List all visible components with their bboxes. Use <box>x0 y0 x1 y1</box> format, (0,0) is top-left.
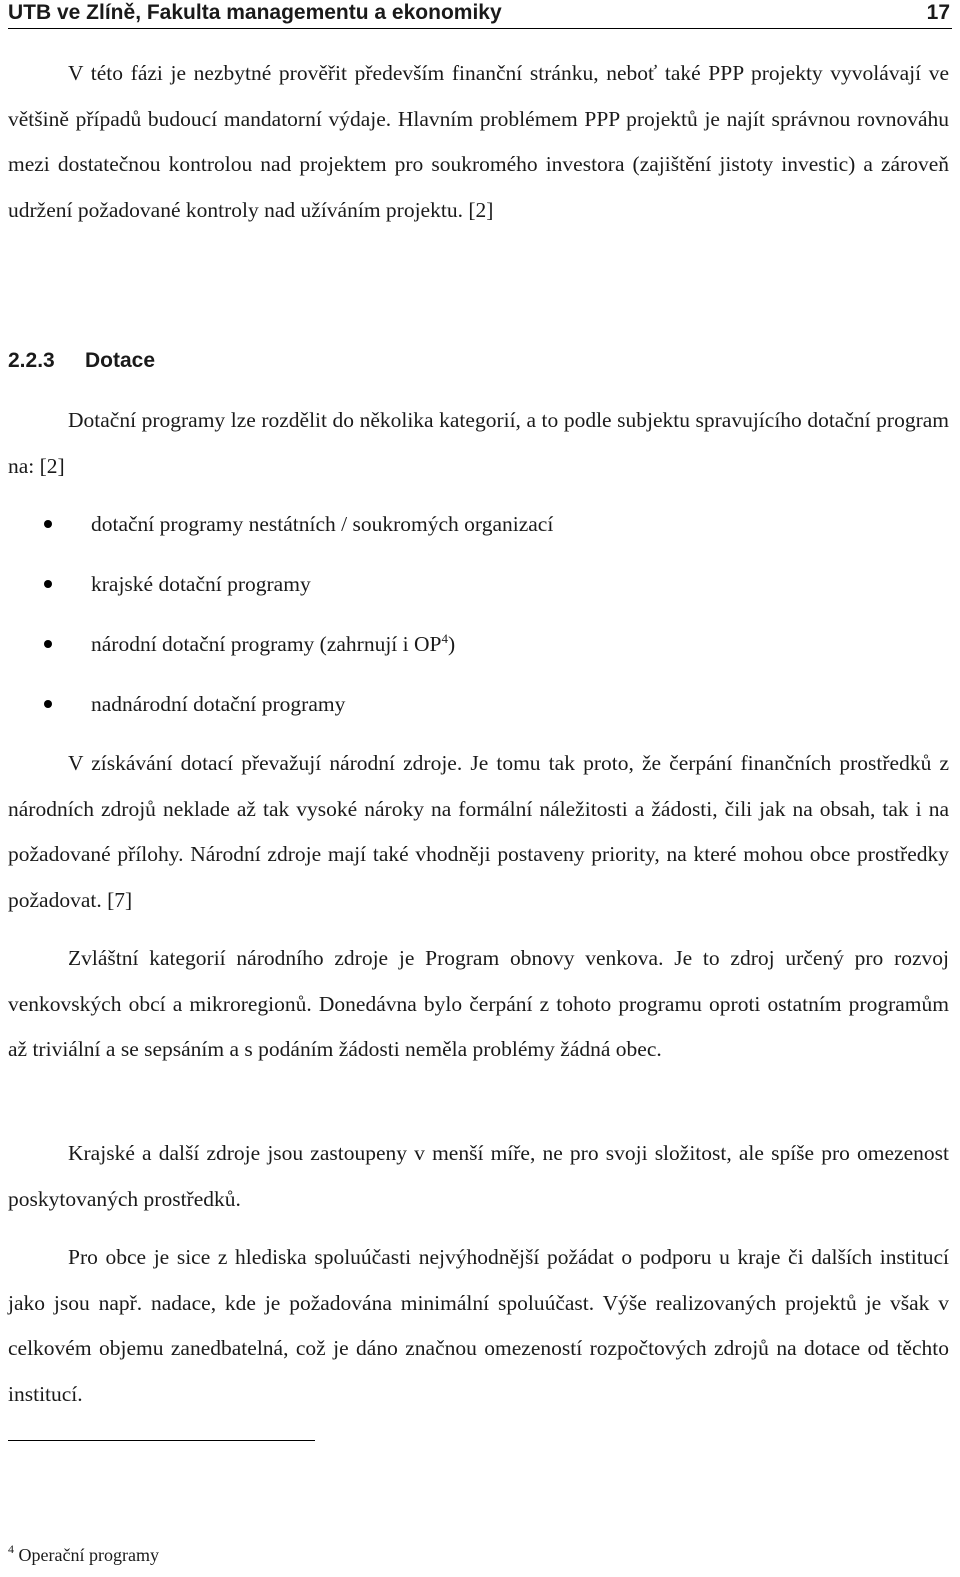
page-number: 17 <box>926 1 950 24</box>
paragraph-program-obnovy: Zvláštní kategorií národního zdroje je Program obnovy venkova. Je to zdroj určený pro rozvoj venkovských obcí a mikroregionů. Donedávna bylo čerpání z tohoto programu oproti ostatním programům až triviální a se sepsáním a s podáním žádosti neměla problémy žádná obec. <box>8 946 949 1061</box>
paragraph-ppp: V této fázi je nezbytné prověřit především finanční stránku, neboť také PPP projekty vyvolávají ve většině případů budoucí mandatorní výdaje. Hlavním problémem PPP projektů je najít správnou rovnováhu mezi dostatečnou kontrolou nad projektem pro soukromého investora (zajištění jistoty investic) a zároveň udržení požadované kontroly nad užíváním projektu. [2] <box>8 61 949 222</box>
section-title: Dotace <box>85 349 156 372</box>
footnote-marker: 4 <box>8 1542 14 1556</box>
list-item-text: nadnárodní dotační programy <box>91 692 346 716</box>
footnote <box>8 1540 159 1570</box>
paragraph-narodni-zdroje: V získávání dotací převažují národní zdroje. Je tomu tak proto, že čerpání finančních prostředků z národních zdrojů neklade až tak vysoké nároky na formální náležitosti a žádosti, čili jak na obsah, tak i na požadované přílohy. Národní zdroje mají také vhodněji postaveny priority, na které mohou obce prostředky požadovat. [7] <box>8 751 949 912</box>
footnote-ref: 4 <box>441 631 448 646</box>
footnote-divider <box>8 1440 315 1441</box>
section-number: 2.2.3 <box>8 349 55 372</box>
list-item-text: dotační programy nestátních / soukromých organizací <box>91 512 554 536</box>
page-header <box>8 0 952 29</box>
header-title: UTB ve Zlíně, Fakulta managementu a ekonomiky <box>8 1 502 24</box>
bullet-icon <box>44 640 52 648</box>
paragraph-dotace-intro: Dotační programy lze rozdělit do několika kategorií, a to podle subjektu spravujícího dotační program na: [2] <box>8 408 949 478</box>
list-item-text: krajské dotační programy <box>91 572 311 596</box>
bullet-icon <box>44 520 52 528</box>
bullet-icon <box>44 580 52 588</box>
paragraph-krajske-zdroje: Krajské a další zdroje jsou zastoupeny v menší míře, ne pro svoji složitost, ale spíše pro omezenost poskytovaných prostředků. <box>8 1141 949 1211</box>
bullet-icon <box>44 700 52 708</box>
list-item-text-main: národní dotační programy (zahrnují i OP <box>91 632 442 656</box>
footnote-text: Operační programy <box>18 1545 159 1565</box>
list-item-text-end: ) <box>447 632 456 656</box>
paragraph-obce: Pro obce je sice z hlediska spoluúčasti nejvýhodnější požádat o podporu u kraje či dalších institucí jako jsou např. nadace, kde je požadována minimální spoluúčast. Výše realizovaných projektů je však v celkovém objemu zanedbatelná, což je dáno značnou omezeností rozpočtových zdrojů na dotace od těchto institucí. <box>8 1245 949 1406</box>
section-heading <box>8 345 155 377</box>
list-item-text <box>91 628 455 660</box>
